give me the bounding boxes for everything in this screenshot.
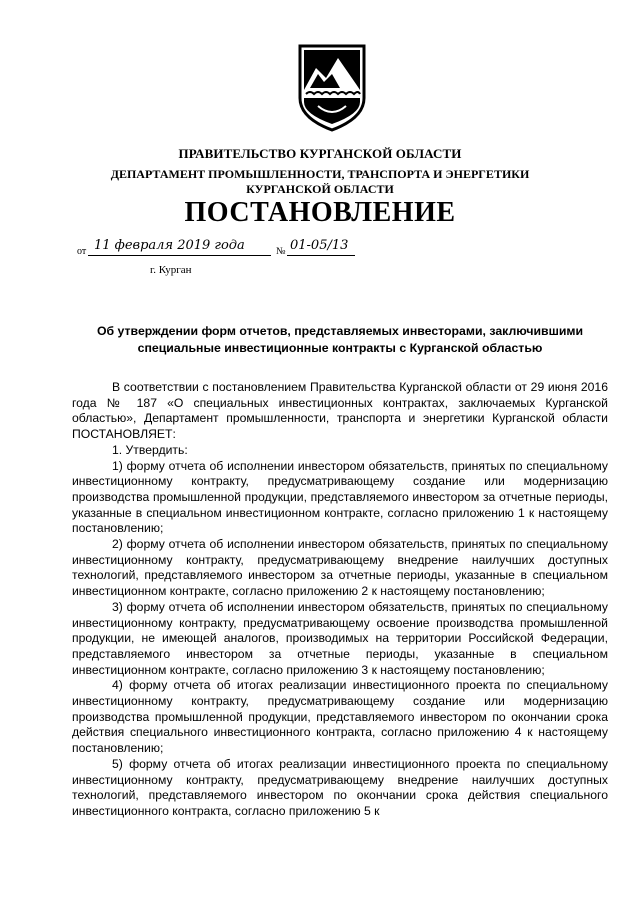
body-paragraph: В соответствии с постановлением Правительства Курганской области от 29 июня 2016 года № 187 «О специальных инвестиционных контрактах, заключаемых Курганской областью», Департамент промышленности, транспорта и энергетики Курганской области ПОСТАНОВЛЯЕТ:	[72, 380, 608, 442]
department-title-line1: ДЕПАРТАМЕНТ ПРОМЫШЛЕННОСТИ, ТРАНСПОРТА И ЭНЕРГЕТИКИ	[110, 167, 530, 181]
date-from-label: от	[77, 246, 87, 257]
document-type-title: ПОСТАНОВЛЕНИЕ	[184, 197, 456, 228]
coat-of-arms-emblem	[296, 44, 368, 132]
body-paragraph: 1) форму отчета об исполнении инвестором обязательств, принятых по специальному инвестиционному контракту, предусматривающему создание или модернизацию производства промышленной продукции, представляемого инвестором за отчетные периоды, указанные в специальном инвестиционном контракте, согласно приложению 1 к настоящему постановлению;	[72, 458, 608, 536]
government-title: ПРАВИТЕЛЬСТВО КУРГАНСКОЙ ОБЛАСТИ	[178, 146, 462, 161]
subject-line1: Об утверждении форм отчетов, представляемых инвесторами, заключившими	[96, 324, 584, 338]
body-paragraph: 1. Утвердить:	[112, 442, 188, 457]
department-title-line2: КУРГАНСКОЙ ОБЛАСТИ	[246, 182, 394, 196]
number-label: №	[276, 246, 286, 257]
city-label: г. Курган	[150, 264, 192, 276]
handwritten-date: 11 февраля 2019 года	[88, 238, 271, 256]
body-paragraph: 2) форму отчета об исполнении инвестором обязательств, принятых по специальному инвестиционному контракту, предусматривающему внедрение наилучших доступных технологий, представляемого инвестором за отчетные периоды, указанные в специальном инвестиционном контракте, согласно приложению 2 к настоящему постановлению;	[72, 537, 608, 599]
document-body	[72, 380, 608, 820]
subject-line2: специальные инвестиционные контракты с Курганской областью	[137, 341, 543, 355]
handwritten-number: 01-05/13	[287, 238, 355, 256]
body-paragraph: 3) форму отчета об исполнении инвестором обязательств, принятых по специальному инвестиционному контракту, предусматривающему освоение производства промышленной продукции, не имеющей аналогов, производимых на территории Российской Федерации, представляемого инвестором за отчетные периоды, указанные в специальном инвестиционном контракте, согласно приложению 3 к настоящему постановлению;	[72, 599, 608, 677]
body-paragraph: 5) форму отчета об итогах реализации инвестиционного проекта по специальному инвестиционному контракту, предусматривающему внедрение наилучших доступных технологий, представляемого инвестором по окончании срока действия специального инвестиционного контракта, согласно приложению 5 к	[72, 756, 608, 818]
body-paragraph: 4) форму отчета об итогах реализации инвестиционного проекта по специальному инвестиционному контракту, предусматривающему создание или модернизацию производства промышленной продукции, представляемого инвестором по окончании срока действия специального инвестиционного контракта, согласно приложению 4 к настоящему постановлению;	[72, 678, 608, 756]
